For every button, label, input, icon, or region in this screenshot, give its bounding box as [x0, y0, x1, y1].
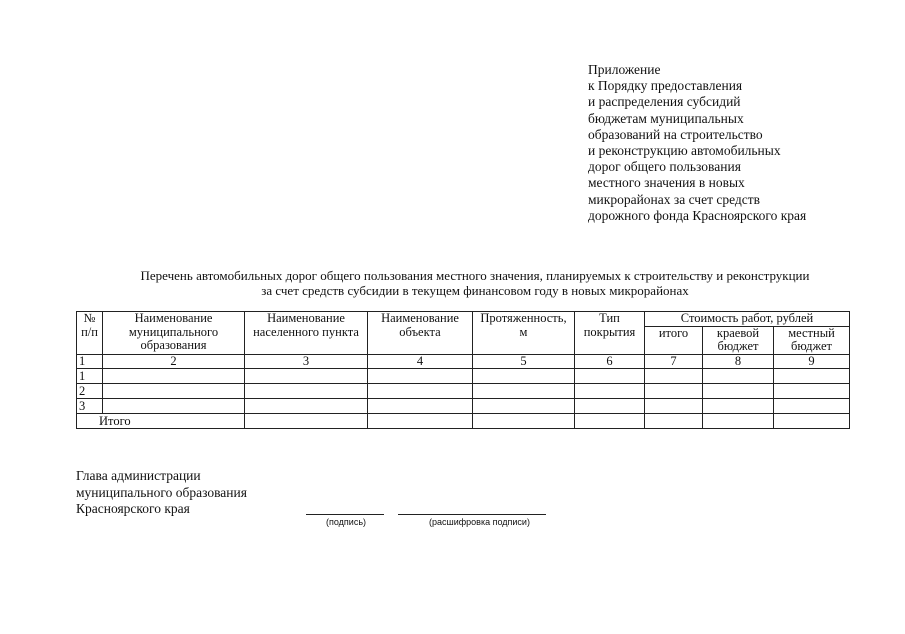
roads-table — [76, 311, 850, 429]
column-number: 8 — [703, 354, 774, 368]
header-local: местный бюджет — [774, 326, 850, 354]
row-number: 3 — [77, 398, 103, 413]
table-cell — [575, 398, 645, 413]
signature-line: муниципального образования — [76, 484, 247, 500]
table-cell — [575, 383, 645, 398]
header-object: Наименование объекта — [368, 312, 473, 355]
table-cell — [575, 368, 645, 383]
table-cell — [645, 398, 703, 413]
table-cell — [774, 383, 850, 398]
table-cell — [645, 413, 703, 428]
column-number: 9 — [774, 354, 850, 368]
header-settlement: Наименование населенного пункта — [245, 312, 368, 355]
total-label: Итого — [77, 413, 245, 428]
header-surface: Тип покрытия — [575, 312, 645, 355]
table-row — [77, 383, 850, 398]
table-cell — [575, 413, 645, 428]
row-number: 2 — [77, 383, 103, 398]
header-cost-group: Стоимость работ, рублей — [645, 312, 850, 327]
title-line-2: за счет средств субсидии в текущем финансовом году в новых микрорайонах — [261, 283, 689, 298]
table-cell — [645, 383, 703, 398]
decode-caption: (расшифровка подписи) — [429, 517, 530, 527]
appendix-note — [588, 62, 888, 224]
signature-caption: (подпись) — [326, 517, 367, 527]
table-cell — [774, 368, 850, 383]
table-cell — [703, 398, 774, 413]
appendix-line: Приложение — [588, 62, 661, 77]
table-cell — [703, 413, 774, 428]
appendix-line: дорожного фонда Красноярского края — [588, 207, 807, 223]
column-number: 6 — [575, 354, 645, 368]
signature-line: Глава администрации — [76, 468, 201, 483]
table-cell — [245, 383, 368, 398]
appendix-line: бюджетам муниципальных — [588, 110, 744, 126]
table-cell — [368, 413, 473, 428]
column-number: 3 — [245, 354, 368, 368]
signature-block — [76, 468, 247, 518]
appendix-line: образований на строительство — [588, 126, 763, 142]
appendix-line: и реконструкцию автомобильных — [588, 143, 781, 159]
signature-line: Красноярского края — [76, 501, 190, 516]
row-number: 1 — [77, 368, 103, 383]
table-cell — [368, 383, 473, 398]
table-cell — [774, 398, 850, 413]
header-num: № п/п — [77, 312, 103, 355]
table-cell — [245, 398, 368, 413]
decode-underline — [398, 514, 546, 515]
appendix-line: дорог общего пользования — [588, 159, 741, 175]
table-cell — [245, 368, 368, 383]
table-cell — [774, 413, 850, 428]
header-municipality: Наименование муниципального образования — [103, 312, 245, 355]
table-cell — [103, 368, 245, 383]
column-number: 4 — [368, 354, 473, 368]
table-cell — [103, 398, 245, 413]
column-number: 2 — [103, 354, 245, 368]
table-cell — [103, 383, 245, 398]
appendix-line: к Порядку предоставления — [588, 78, 743, 94]
table-cell — [245, 413, 368, 428]
column-number: 7 — [645, 354, 703, 368]
table-cell — [645, 368, 703, 383]
appendix-line: местного значения в новых — [588, 175, 745, 191]
total-row — [77, 413, 850, 428]
table-cell — [703, 383, 774, 398]
header-regional: краевой бюджет — [703, 326, 774, 354]
document-title — [60, 268, 890, 298]
column-numbers-row — [77, 354, 850, 368]
header-length: Протяженность, м — [473, 312, 575, 355]
table-cell — [368, 368, 473, 383]
signature-underline — [306, 514, 384, 515]
column-number: 5 — [473, 354, 575, 368]
table-cell — [473, 368, 575, 383]
table-row — [77, 398, 850, 413]
table-cell — [473, 398, 575, 413]
appendix-line: микрорайонах за счет средств — [588, 191, 761, 207]
table-row — [77, 368, 850, 383]
table-cell — [368, 398, 473, 413]
column-number: 1 — [77, 354, 103, 368]
table-cell — [473, 413, 575, 428]
appendix-line: и распределения субсидий — [588, 94, 741, 110]
table-cell — [703, 368, 774, 383]
title-line-1: Перечень автомобильных дорог общего пользования местного значения, планируемых к строительству и реконструкции — [140, 268, 810, 283]
header-total: итого — [645, 326, 703, 354]
table-cell — [473, 383, 575, 398]
